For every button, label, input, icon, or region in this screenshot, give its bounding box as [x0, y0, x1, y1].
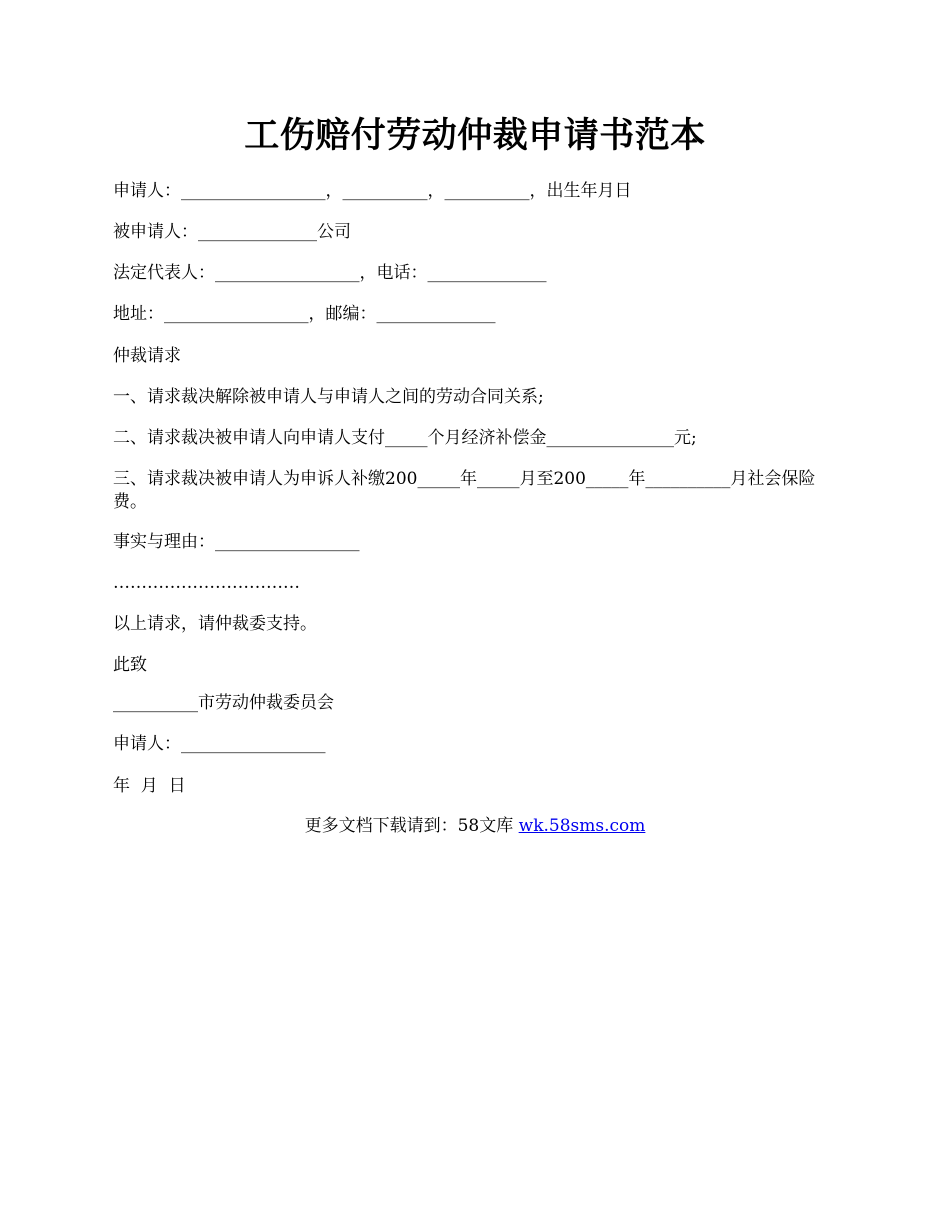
closing-request-line: 以上请求，请仲裁委支持。	[113, 614, 317, 634]
footer-note	[0, 815, 950, 838]
request-item-2: 二、请求裁决被申请人向申请人支付_____个月经济补偿金_______________元;	[113, 428, 697, 448]
address-line: 地址：_________________，邮编：______________	[113, 304, 496, 324]
arbitration-requests-heading: 仲裁请求	[113, 346, 181, 366]
document-title: 工伤赔付劳动仲裁申请书范本	[244, 115, 706, 156]
signature-line: 申请人：_________________	[113, 734, 326, 754]
request-item-3: 三、请求裁决被申请人为申诉人补缴200_____年_____月至200_____年__________月社会保险费。	[113, 469, 816, 512]
footer-text: 更多文档下载请到：58文库	[304, 816, 519, 836]
facts-and-reasons-line: 事实与理由：_________________	[113, 532, 360, 552]
footer-link[interactable]: wk.58sms.com	[518, 816, 646, 836]
applicant-line: 申请人：_________________，__________，__________，出生年月日	[113, 181, 632, 201]
legal-representative-line: 法定代表人：_________________，电话：______________	[113, 263, 547, 283]
addressee-line: __________市劳动仲裁委员会	[113, 693, 334, 713]
ellipsis-line: ……………………………	[113, 573, 300, 593]
date-line: 年 月 日	[113, 776, 186, 796]
request-item-1: 一、请求裁决解除被申请人与申请人之间的劳动合同关系;	[113, 387, 544, 407]
respondent-line: 被申请人：______________公司	[113, 222, 351, 242]
salutation-line: 此致	[113, 655, 147, 675]
